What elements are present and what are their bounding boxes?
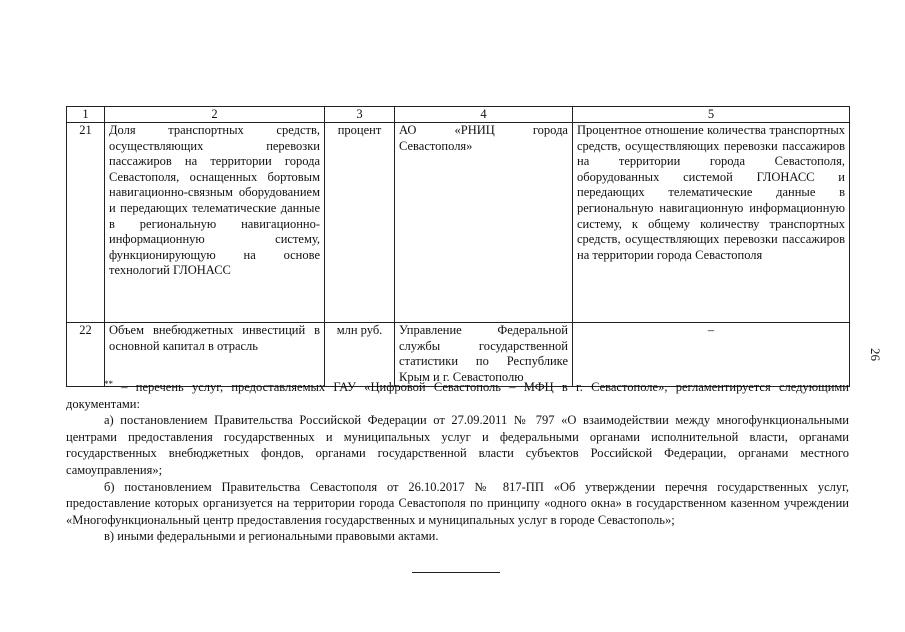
col-header-3: 3	[325, 107, 395, 123]
indicators-table	[66, 106, 850, 387]
col-header-1: 1	[67, 107, 105, 123]
indicator-name: Доля транспортных средств, осуществляющих перевозки пассажиров на территории города Севастополя, оснащенных бортовым навигационно-связным оборудованием и передающих телематические данные в региональную навигационно-информационную систему, функционирующую на основе технологий ГЛОНАСС	[105, 123, 325, 323]
separator-line	[412, 572, 500, 573]
page-number: 26	[868, 348, 883, 361]
calculation-method: –	[573, 323, 850, 387]
footnotes	[66, 376, 849, 545]
calculation-method: Процентное отношение количества транспортных средств, осуществляющих перевозки пассажиров на территории города Севастополя, оборудованных системой ГЛОНАСС и передающих телематические данные в региональную навигационную информационную систему, к общему количеству транспортных средств, осуществляющих перевозки пассажиров на территории города Севастополя	[573, 123, 850, 323]
col-header-2: 2	[105, 107, 325, 123]
footnote-marker: **	[104, 379, 113, 389]
unit-of-measure: млн руб.	[325, 323, 395, 387]
data-source: Управление Федеральной службы государственной статистики по Республике Крым и г. Севастополю	[395, 323, 573, 387]
data-source: АО «РНИЦ города Севастополя»	[395, 123, 573, 323]
row-number: 21	[67, 123, 105, 323]
row-number: 22	[67, 323, 105, 387]
indicator-name: Объем внебюджетных инвестиций в основной капитал в отрасль	[105, 323, 325, 387]
footnote-intro-text: – перечень услуг, предоставляемых ГАУ «Цифровой Севастополь – МФЦ в г. Севастополе», регламентируется следующими документами:	[66, 380, 849, 411]
footnote-intro	[66, 376, 849, 412]
footnote-item-b: б) постановлением Правительства Севастополя от 26.10.2017 № 817-ПП «Об утверждении перечня государственных услуг, предоставление которых организуется на территории города Севастополя по принципу «одного окна» в государственном казенном учреждении «Многофункциональный центр предоставления государственных и муниципальных услуг в городе Севастополь»;	[66, 479, 849, 527]
table-header-row	[67, 107, 850, 123]
col-header-5: 5	[573, 107, 850, 123]
unit-of-measure: процент	[325, 123, 395, 323]
footnote-item-a: а) постановлением Правительства Российской Федерации от 27.09.2011 № 797 «О взаимодействии между многофункциональными центрами предоставления государственных и муниципальных услуг и федеральными органами исполнительной власти, органами государственных внебюджетных фондов, органами государственной власти субъектов Российской Федерации, органами местного самоуправления»;	[66, 413, 849, 477]
col-header-4: 4	[395, 107, 573, 123]
footnote-item-c: в) иными федеральными и региональными правовыми актами.	[104, 529, 439, 544]
table-row	[67, 123, 850, 323]
